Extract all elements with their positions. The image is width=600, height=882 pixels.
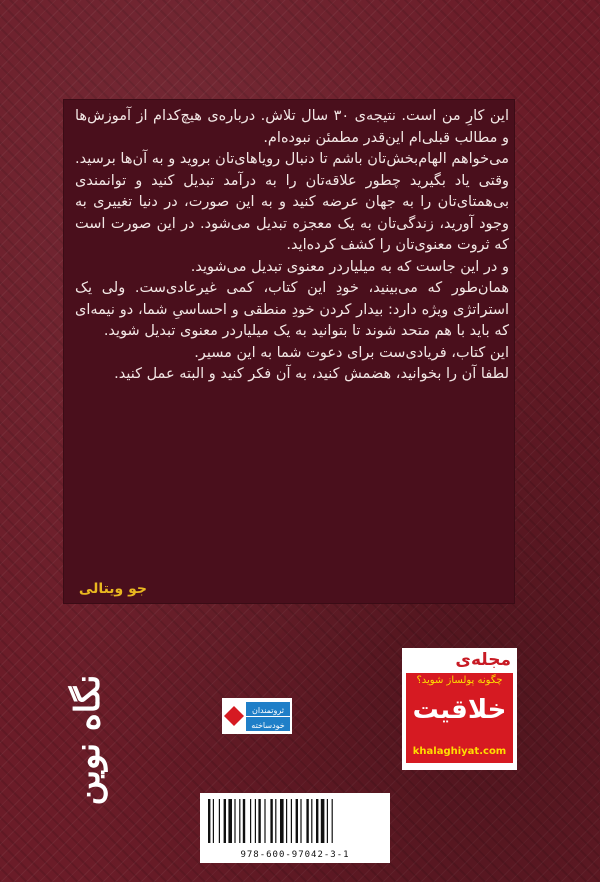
magazine-box <box>406 673 513 763</box>
svg-text:ثروتمندان: ثروتمندان <box>251 706 285 715</box>
barcode-bar <box>228 799 232 843</box>
barcode-bar <box>321 799 325 843</box>
barcode-bar <box>296 799 298 843</box>
series-logo <box>222 698 292 734</box>
barcode-bar <box>255 799 256 843</box>
svg-text:خودساخته: خودساخته <box>251 721 285 730</box>
barcode-bar <box>300 799 301 843</box>
magazine-question: چگونه پولساز شوید؟ <box>416 675 503 686</box>
barcode-bar <box>270 799 272 843</box>
blurb-paragraph-4: همان‌طور که می‌بینید، خودِ این کتاب، کمی غیرعادی‌ست. ولی یک استراتژی ویژه دارد: بیدار کردن خودِ منطقی و احساسیِ شما، دو نیمه‌ای که باید با هم متحد شوند تا بتوانید به یک میلیاردر معنوی تبدیل شوید. <box>75 280 509 339</box>
blurb-paragraph-2: می‌خواهم الهام‌بخش‌تان باشم تا دنبال رویاهای‌تان بروید و به آن‌ها برسید. وقتی یاد بگیرید چطور علاقه‌تان را به درآمد تبدیل کنید و توانمندی بی‌همتای‌تان را به جهان عرضه کنید و به این صورت، در دنیا تغییری به وجود آورید، زندگی‌تان به یک معجزه تبدیل می‌شود. در این صورت است که ثروت معنوی‌تان را کشف کرده‌اید. <box>75 151 509 253</box>
barcode-bar <box>332 799 333 843</box>
blurb-paragraph-3: و در این جاست که به میلیاردر معنوی تبدیل می‌شوید. <box>190 258 509 275</box>
magazine-url: khalaghiyat.com <box>412 746 507 757</box>
barcode-bar <box>306 799 308 843</box>
blurb-text <box>75 106 509 386</box>
barcode-bar <box>311 799 312 843</box>
magazine-label: مجله‌ی <box>455 650 511 670</box>
blurb-paragraph-5: این کتاب، فریادی‌ست برای دعوت شما به این مسیر. <box>194 344 509 361</box>
barcode-bar <box>243 799 245 843</box>
barcode-bar <box>264 799 265 843</box>
barcode-bar <box>258 799 260 843</box>
blurb-paragraph-1: این کارِ من است. نتیجه‌ی ۳۰ سال تلاش. درباره‌ی هیچ‌کدام از آموزش‌ها و مطالب قبلی‌ام این‌قدر مطمئن نبوده‌ام. <box>75 108 509 146</box>
barcode <box>200 793 390 863</box>
isbn-text: 978-600-97042-3-1 <box>240 850 350 860</box>
magazine-logo <box>402 648 517 770</box>
barcode-bar <box>280 799 284 843</box>
barcode-bar <box>234 799 235 843</box>
barcode-bar <box>316 799 318 843</box>
barcode-bar <box>291 799 292 843</box>
barcode-bar <box>219 799 220 843</box>
barcode-bar <box>275 799 276 843</box>
barcode-bar <box>239 799 240 843</box>
blurb-paragraph-6: لطفا آن را بخوانید، هضمش کنید، به آن فکر کنید و البته عمل کنید. <box>114 366 509 382</box>
barcode-bar <box>250 799 251 843</box>
publisher-logo <box>44 655 134 825</box>
publisher-logo-text: نگاه نوین <box>68 674 108 806</box>
barcode-bar <box>286 799 287 843</box>
magazine-name: خلاقیت <box>412 695 507 725</box>
barcode-bar <box>224 799 226 843</box>
author-name: جو ویتالی <box>78 581 147 597</box>
barcode-bar <box>327 799 328 843</box>
barcode-bar <box>208 799 210 843</box>
barcode-bars <box>206 799 384 843</box>
barcode-bar <box>213 799 214 843</box>
